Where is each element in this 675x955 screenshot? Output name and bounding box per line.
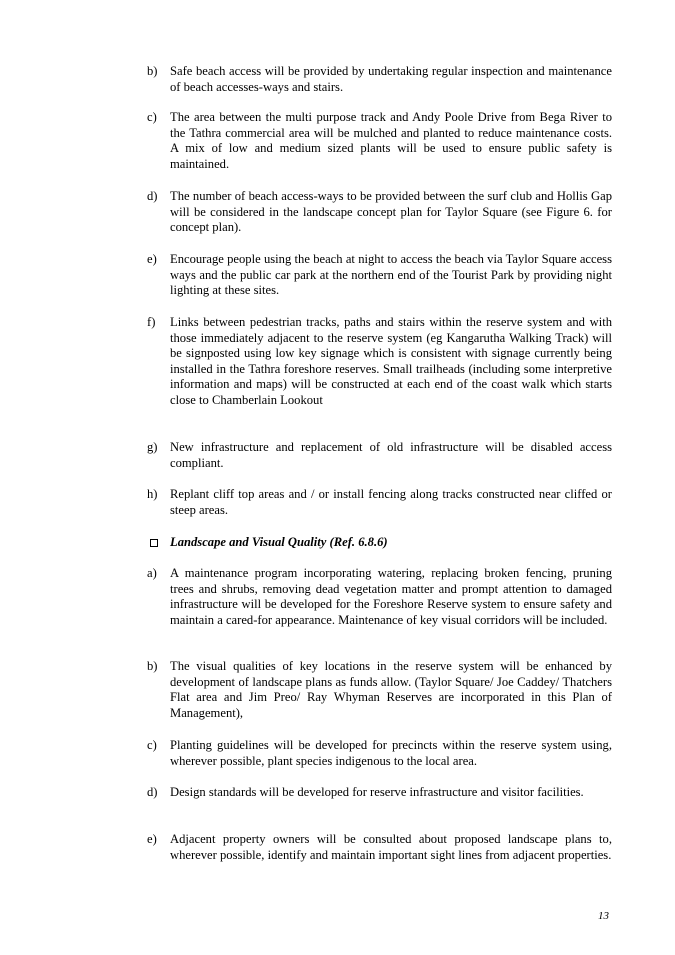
list-item-label: b) — [147, 64, 158, 78]
list-item-text: Links between pedestrian tracks, paths and stairs within the reserve system and with those immediately adjacent to the reserve system (eg Kangarutha Walking Track) will be signposted using low key signage which is consistent with signage currently being installed in the Tathra foreshore reserves. Small trailheads (including some interpretive information and maps) will be constructed at each end of the coast walk which starts close to Chamberlain Lookout — [170, 315, 612, 407]
list-item-text: New infrastructure and replacement of old infrastructure will be disabled access compliant. — [170, 440, 612, 470]
list-item-text: The visual qualities of key locations in the reserve system will be enhanced by development of landscape plans as funds allow. (Taylor Square/ Joe Caddey/ Thatchers Flat area and Jim Preo/ Ray Whyman Reserves are incorporated in this Plan of Management), — [170, 659, 612, 720]
list-item-text: Encourage people using the beach at night to access the beach via Taylor Square access ways and the public car park at the northern end of the Tourist Park by providing night lighting at these sites. — [170, 252, 612, 298]
list-item-text: Planting guidelines will be developed for precincts within the reserve system using, wherever possible, plant species indigenous to the local area. — [170, 738, 612, 768]
list-item-label: c) — [147, 110, 157, 124]
list-item — [147, 64, 612, 95]
list-item-label: a) — [147, 566, 157, 580]
list-item — [147, 832, 612, 863]
list-item-text: A maintenance program incorporating watering, replacing broken fencing, pruning trees and shrubs, removing dead vegetation matter and prompt attention to damaged infrastructure will be developed for the Foreshore Reserve system to ensure safety and maintain a cared-for appearance. Maintenance of key visual corridors will be included. — [170, 566, 612, 627]
list-item-label: d) — [147, 189, 158, 203]
list-item — [147, 738, 612, 769]
list-item-label: h) — [147, 487, 158, 501]
list-item-text: Design standards will be developed for reserve infrastructure and visitor facilities. — [170, 785, 584, 799]
list-item — [147, 315, 612, 409]
list-item-label: f) — [147, 315, 156, 329]
list-item — [147, 110, 612, 172]
list-item-label: c) — [147, 738, 157, 752]
list-item-text: Adjacent property owners will be consulted about proposed landscape plans to, wherever possible, identify and maintain important sight lines from adjacent properties. — [170, 832, 612, 862]
list-item-text: The number of beach access-ways to be provided between the surf club and Hollis Gap will be considered in the landscape concept plan for Taylor Square (see Figure 6. for concept plan). — [170, 189, 612, 235]
list-item — [147, 659, 612, 721]
checkbox-bullet-icon — [150, 539, 158, 547]
list-item-label: e) — [147, 252, 157, 266]
list-item-text: Safe beach access will be provided by undertaking regular inspection and maintenance of beach accesses-ways and stairs. — [170, 64, 612, 94]
list-item-text: The area between the multi purpose track and Andy Poole Drive from Bega River to the Tathra commercial area will be mulched and planted to reduce maintenance costs. A mix of low and medium sized plants will be used to ensure public safety is maintained. — [170, 110, 612, 171]
list-item-label: d) — [147, 785, 158, 799]
section-heading — [147, 535, 612, 551]
section-heading-text: Landscape and Visual Quality (Ref. 6.8.6) — [170, 535, 388, 549]
list-item — [147, 189, 612, 236]
list-item-label: g) — [147, 440, 158, 454]
list-item-label: b) — [147, 659, 158, 673]
page-number: 13 — [598, 910, 609, 922]
list-item — [147, 440, 612, 471]
list-item-label: e) — [147, 832, 157, 846]
list-item — [147, 252, 612, 299]
list-item-text: Replant cliff top areas and / or install fencing along tracks constructed near cliffed or steep areas. — [170, 487, 612, 517]
list-item — [147, 785, 612, 801]
list-item — [147, 487, 612, 518]
list-item — [147, 566, 612, 628]
